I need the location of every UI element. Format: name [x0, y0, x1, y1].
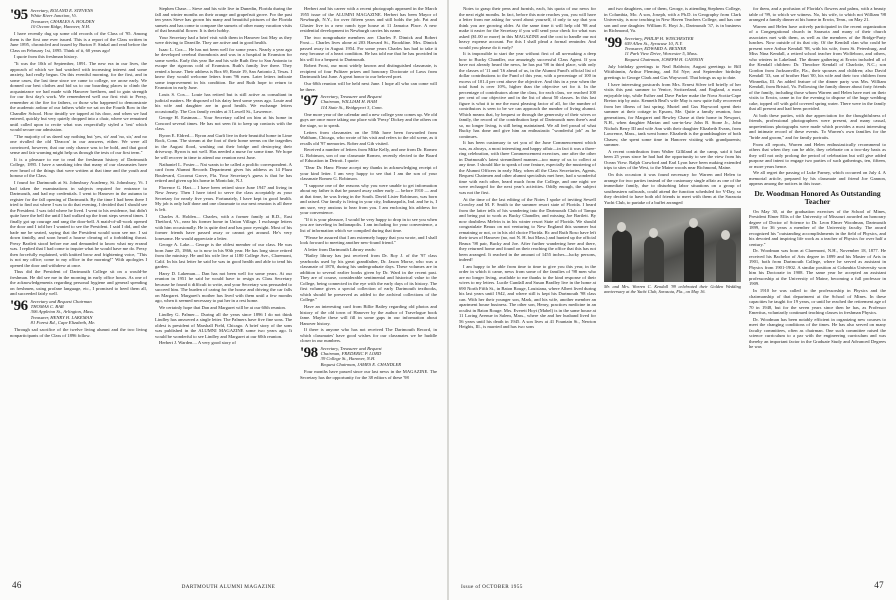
paragraph: Have an interesting card from Billie Bailey regarding old photos and history of the old town of Hanover by the author of Travelogue book fame. Maybe these will fill in some gaps in our information about Hanover history.	[300, 304, 437, 326]
left-col-3	[300, 6, 437, 566]
paragraph: We all regret the passing of Luke Farney, which occurred on July 4. A memorial article, prepared by his classmate and friend Joe Gannon, appears among the notices in this issue.	[749, 170, 886, 187]
paragraph: Nathaniel L. Foster.... Nat wants to be called a prolific correspondent. A card from Alumni Records Department gives his address as 14 Plaza Boulevard, Coconut Grove, Fla. Your Secretary's guess is that he has retired and given up his home in Montclair, N.J.	[155, 161, 292, 184]
paragraph: Harry D. Lakeman.... Dan has not been well for some years. At our reunion in 1951 he said he would have to resign as Class Secretary because he found it difficult to write, and your Secretary was persuaded to succeed him. The burden of caring for the house and driving the car falls on Margaret. Margaret's mother has lived with them until a few months ago, when it seemed necessary to put her in a rest home.	[155, 270, 292, 304]
class-heading-95	[10, 8, 147, 29]
paragraph: July birthday greetings to Neal Baldwin; August greetings to Bill Wittihinnin, Arthur Fleming, and Ed Nye; and September birthday greetings to George Clark and Gus Waywood. That brings us up to date.	[604, 63, 741, 80]
magazine-title: DARTMOUTH ALUMNI MAGAZINE	[181, 584, 276, 590]
class-year: '95	[10, 7, 28, 23]
class-year: '97	[300, 93, 318, 110]
face	[617, 222, 626, 232]
left-page-footer	[12, 582, 435, 590]
paragraph: Four months have passed since our last news in the MAGAZINE. The Secretary has the opportunity for the 38 editors of these '98	[300, 369, 437, 380]
class-heading-96	[10, 299, 147, 325]
paragraph: Charles A. Holden.... Charles, with a former family at R.D., East Thetford, Vt., near his former home in Union Village. I exchange letters with him occasionally. He is quite deaf and has poor eyesight. Most of his former friends have passed away or cannot get around. He's very lonesome. He would appreciate a letter.	[155, 213, 292, 241]
figure-woman	[644, 236, 664, 282]
paragraph: On this occasion it was found necessary for Warren and Helen to arrange for two parties instead of the customary single affair as one of the immediate family, due to disturbing labor situations on a group of southeastern railroads, could attend the function scheduled for V-Day, so they decided to have both old friends to meet with them at the Sarasota Yacht Club, to partake of a buffet arranged	[604, 172, 741, 205]
paragraph: for them, and a profusion of Florida's flowers and palms, with a beauty table of '99, to which we witness. No, his wife, to which not William '98 arranged a family dinner at his home in Erwin, Tenn., on May 21.	[749, 6, 886, 22]
class-officers: Secretary, ROLAND E. STEVENS White River Junction, Vt. Treasurer, CHARLES A. HOLDEN 10 Occom Ridge, Hanover, N.H.	[30, 8, 95, 29]
paragraph: "The majority of us dared say nothing but 'yes, sir' and 'no, sir,' and no one rivalled the old 'Deacon' in our answers, either. We were all convinced, however, that our only chance was to be bold, and that good sense and fair warning might help us through the tests of our first term."	[10, 133, 147, 156]
paragraph: and two daughters, one of them, George, is attending Stephens College, in Columbia, Mo. A son, Joseph, with a Ph.D. in Geography from Clark University, is now teaching in New Haven Teachers College, and has one son and one daughter. William E. Hoyt Jr., Dartmouth '37, is in business in Richmond, Va.	[604, 6, 741, 33]
paragraph: At both these parties, with due appreciation for the thoughtfulness of friends, professional photographers were present, and many casual, unpretentious photographs were made which provides a most interesting and intimate record of these events. To Warren's own families for the "bride and groom," and for family portraits.	[749, 112, 886, 140]
paragraph: Florence G. Hart.... I have been retired since June 1947 and living in New Jersey. Then I have tried to serve the class acceptably as your Secretary for nearly five years. Fortunately, I have kept in good health. My job is only half done and one classmate to our next reunion is all there is left.	[155, 184, 292, 212]
paragraph: The two nongraduate members are: Charles F. Dimick and Robert Frost.... Charles lives alone at 203 Harvard St., Brookline. Mrs. Dimick passed away in August 1954. For some years Charles has had to take it easy because of a heart condition. He has told me that he has provided in his will for a bequest to Dartmouth.	[300, 34, 437, 62]
paragraph: Your Secretary had a brief visit with them in Hanover last May as they were driving to Danville. They are active and in good health.	[155, 34, 292, 46]
anniversary-photo	[604, 208, 741, 282]
paragraph: Isaac L. Cox.... He has not been well for some years. Nearly a year ago he developed cerebral thrombosis and was in a hospital in Evanston for some weeks. Early this year Ike and his wife Ruth flew to San Antonio to escape the rigorous cold of Evanston. Ruth's family live there. They rented a house. Their address is Box 69, Route 19, San Antonio 2, Texas. I knew they would welcome letters from '96 men. Later letters indicate some improvement in his condition. Ike and Ruth hope to return to Evanston in early June.	[155, 46, 292, 91]
left-col-2	[155, 6, 292, 566]
paragraph: One more year of the calendar and a new college year comes up. We old guys are once more taking our place with 'Prexy' Dickey and the others on the stage, so to speak.	[300, 111, 437, 128]
paragraph: We certainly hope that Dan and Margaret will be at our 60th reunion.	[159, 305, 286, 311]
paragraph: I have recently dug up some old records of the Class of '95. Among them is the first one ever issued. This is a report of the Class written in June 1895, chronicled and issued by Burton F. Sinkal and read before the Class on February 1st, 1895. Think of it, 60 years ago!	[10, 31, 147, 53]
paragraph: A recent contribution from Walter Gilliland at the camp, said it had been 25 years since he had had the opportunity to see the view from his Ocean View. Ralph Crawford and Earl Lyon have been making extended trips to sites of the West, to the Maine woods near Richmond, Maine.	[604, 148, 741, 171]
face	[689, 218, 698, 228]
figure-man	[684, 226, 704, 282]
paragraph: Our 60th reunion will be held next June. I hope all who can come will be there.	[300, 81, 437, 92]
right-page	[449, 0, 896, 600]
paragraph: George A. Lake.... George is the oldest member of our class. He was born June 25, 1866, so is now in his 90th year. He has long since retired from the ministry. He and his wife live at 1180 College Ave., Claremont, Calif. In his last letter he said he was in good health and able to tend his garden.	[155, 242, 292, 270]
class-officers: Secretary, Treasurer and Bequest Chairman, WILLIAM H. HAM 114 State St., Bridgeport 3, Conn.	[320, 94, 383, 110]
paragraph: I am happy to be able from time to time to give you this year, in the order in which it came, news from some of the families of '98 men who are no longer living, available to me thanks to the kind response of their wives to my letters. Lucile Cundall and Susan Bradley live in the home at 690 North Fifth St., in Baton Rouge, Louisiana, where Albert lived during his last years until 1942, and where still is kept his Dartmouth '98 class can. With her their younger son, Mark, and his wife, another member an apartment house business. The other son, Henry, practices medicine in an oculist in Baton Rouge. Mrs. Everett Hoyt (Mabel) is in the same house at 11 Loring Avenue in Salem, Mass., where she and her husband lived for 56 years until his death in 1945. A son lives at 41 Fountain St., Newton Heights, Ill., is married and has two sons	[459, 263, 596, 330]
paragraph: "Please be assured that I am extremely happy that you wrote, and I shall look forward to meeting another new-found friend."	[300, 234, 437, 246]
class-year: '96	[10, 297, 28, 314]
left-page	[0, 0, 447, 600]
paragraph: At the time of the last editing of the Notes I spoke of inviting Sewell Crowley and M. F. Smith to the summer resort state of Florida. I heard from the latter tells of his wandering into the Dartmouth Club of Tampa and being put to work as Bucky Chandler, and missing Joe Bartlett. By now doubtless Melvin is in his winter resort State of Florida. We should congratulate Beaux on not venturing to New England this summer but remaining or not, or in his old choice Florida. Rc and Ruth Roso have left their town of Hanover (no, not N. H. but Mass.) and hunted up the official Beaux '98 pair, Bucky and Joe. After further wandering here and there, they returned home and found on their reaching the office that this has not been arranged. It reached in the amount of 1455 inches—lucky persons, indeed!	[459, 196, 596, 263]
paragraph: Herbert and his career with a recent photograph appeared in the March 1955 issue of the ALUMNI MAGAZINE. Herbert has been Mayor of Newburgh, N.Y., for over fifteen years and still holds the job. Pat and Gluster live in a new ranch type house at 11 Jamaica Place. A new residential development in Newburgh carries his name.	[300, 6, 437, 33]
paragraph: A letter from Dartmouth Library reads:	[304, 246, 376, 252]
figure-man	[612, 230, 632, 282]
paragraph: Stephen Chase.... Steve and his wife live in Dunedin, Florida during the fall and winter months on their orange and grapefruit grove. For the past ten years Steve has grown his many and beautiful pictures of the Florida sunsets and has come to compare the sunsets of other many vacation visits of that beautiful flower. It is their hobby.	[155, 6, 292, 33]
paragraph: It has been customary to set you of the June Commencement which was, as always, a most interesting and happy affair—in fact it was a three-ring celebration, with three Commencement exercises, one after the other in Dartmouth's latest streamlined manner—too many of us to collect at any time. I should like to speak of one feature, especially the mustering of the Alumni Officers in early May, when all the Class Secretaries, Agents, Bequest Chairmen and other alumni specialists met here, had a wonderful time with each other, heard much from the College, and one night we were recharged for the next year's activities. Oddly enough, the subject was not the first.	[459, 140, 596, 195]
paragraph: Byron E. Eldred.... Byron and Gurli live in their beautiful home in Lime Rock, Conn. The stream at the foot of their home seems on the tragedies in the August flood, washing out their bridge and destroying their driveway. Byron is not well. Has needed a nurse for some time. We hope he will recover in time to attend our reunion next June.	[155, 132, 292, 160]
paragraph: Herbert J. Warden.... A very good story of	[159, 340, 236, 346]
paragraph: From all reports, Warren and Helen enthusiastically recommend to others that when they can be able, they celebrate on a two-day basis as they will not only prolong the period of celebration but will give added purpose and intent to engage two parties of such gatherings, ten, fifteen, or more years hence.	[749, 141, 886, 169]
right-page-columns	[459, 6, 886, 566]
right-col-2	[604, 6, 741, 566]
photo-caption: Mr. and Mrs. Warren C. Kendall '99 celebrated their Golden Wedding anniversary at the Yacht Club, Sarasota, Fla., on May 16.	[604, 284, 741, 295]
paragraph: Robert Frost, our most widely known and distinguished classmate, is recipient of four Pulitzer prizes and honorary Doctorate of Laws from Dartmouth last June. A great honor to our beloved poet.	[300, 63, 437, 80]
paragraph: Warren and Helen have actively participated in the recent organization of a Congregational church in Sarasota and many of their church associates met with them, as well as the members of the Bridge-Party lunches. Now outside of its that city. Of the Kendall clan who could be present were Arthur Kendall '98, with his wife, from St. Petersburg, and Miss Nina Kendall, a retired school teacher from Wolfeboro, and others, who winters in Lakeland. The dinner gathering at Erwin included all of the Kendall children: Dr. Theodore Kendall of Charlotte, N.C.; son Gordon from Jacksonville, Fla., their spouses and children; also David Kendall '33, son of brother Hart '00, his wife and their two children from Winnetka, Ill. An added feature of the dinner party was Mrs. William Kendall, from Bristol, Va. Following the family dinner about forty friends of the family, including those whom Warren and Helen have met on their visits to Erwin, came in for the evening to dispose of the huge wedding cake, topped off with gold covered spring water. There were in the family that all present and had been provided.	[749, 23, 886, 112]
paragraph: Louis S. Cox.... Louie has retired but is still active as consultant in judicial matters. He disposed of his dairy herd some years ago. Louie and his wife and daughter are in good health. We exchange letters occasionally. The Cox family resides at 3 Lowell St., Lawrence.	[155, 92, 292, 114]
face	[721, 230, 730, 240]
paragraph: "Dear Dr. Ham: Please accept my thanks in acknowledging receipt of your kind letter. I am very happy to see that I am the son of your classmate Romeo G. Robinson.	[300, 165, 437, 182]
class-heading-98	[300, 346, 437, 367]
class-heading-97	[300, 94, 437, 110]
paragraph: I found for Dartmouth at St. Johnsbury Academy, St. Johnsbury, Vt. I had taken the examinations in subjects required for entrance to Dartmouth, and had my credentials. I went to Hanover in the autumn to register for the fall opening of Dartmouth. By the time I had been there I tried to find out where I was to do that evening. I decided that I should see the President. I was told where he lived. I went to his residence, but didn't quite have the bell the until I had walked up the front steps several times. I finally got up courage and rang the door-bell. A maid-of-all-work opened the door and I told her I wanted to see the President. I said I did, and she bade me be seated, saying that the President would soon see me. I sat down timidly, and soon heard a hoarse clearing of a forbidding throat. Prexy Bartlett stood before me and demanded to know what my errand was. I replied that I had come to inquire what he would have me do. Prexy then forcefully explained, with knitted brow and frightening voice, "This is not my office; come to my office in the morning!" With apologies I opened the door and withdrew at once.	[10, 180, 147, 268]
left-col-1	[10, 6, 147, 566]
paragraph: It is impossible to start the year without first of all un-making a deep bow to Bucky Chandler, our amazingly successful Class Agent. If you have not already heard the news, he has put '98 in third place, with only the classes of '11 and '16 ahead of us, in the Alumni Fund's official list of dollar contributions to the Fund of this year, with a percentage of 100 in excess of 101.4 per cent above the objective. And this in a year when the total fund is over 10%, higher than the objective set for it. In the percentage of contributors alone the class, for each class, we reached 100 per cent of our objective and in the list of about 50 classes. In this last figure is what it to me the most pleasing factor of all, for the number of contributors is seen to be we can approach the number of living alumni. Which means that, by bequest or through the generosity of their wives or family, the record of the contribution kept of Dartmouth men there's and so, no longer living, is still being maintained. We all feel proud of what Bucky has done and give him an enthusiastic "wonderful job" as he continues.	[459, 51, 596, 139]
paragraph: Dr. Woodman was born at Claremont, N.H., November 18, 1877. He received his Bachelor of Arts degree in 1899 and his Master of Arts in 1901, both from Dartmouth College, where he served as assistant in Physics from 1901-1902. A similar position at Columbia University won him his Doctorate in 1908. The same year he accepted an assistant professorship at the University of Maine, becoming a full professor in 1909.	[749, 248, 886, 287]
paragraph: Received a number of letters from Mike Kelly, and one from Dr. Romeo G. Robinson, son of our classmate Romeo, recently elected to the Board of Education in Detroit. I quote:	[300, 147, 437, 164]
paragraph: "Bailey library has just received from Dr. Roy J. of the '97 class yearbooks used by his great grandfather, Dr. Jason Morse, who was a classmate of 1870, during his undergraduate days. These volumes are in addition to several earlier books given by Dr. Ward in the recent past. They are of course, considerable sentimental and historical value to the College, being connected in the eye with the early days of its history. The first volume gives a special collection of early Dartmouth textbooks, which should be preserved as added to the archival collections of the College."	[300, 253, 437, 303]
right-col-3	[749, 6, 886, 566]
paragraph: Lindley G. Palmer.... During all the years since 1896 I do not think Lindley has answered a single letter. The Palmers have five fine sons. The oldest is president of Marshall Field, Chicago. A brief story of the sons was published in the ALUMNI MAGAZINE some two years ago. It would be wonderful to see Lindley and Margaret at our 60th reunion.	[155, 311, 292, 339]
paragraph: Notes to grasp their pens and furnish, each, his quota of our news for the next eight months. In fact, before this note reaches you, you will have a letter from me asking for word about yourself, if only to say that you think you are growing older. At the same time it will help old '98 and make it easier for the Secretary if you will send your check for what was asked ($1.00 or more) in this MAGAZINE and the cost to handle our not heavy expense account. For this I shall plead a formal reminder. And would you please do it early?	[459, 6, 596, 50]
paragraph: In 1910 he was called to the professorship in Physics and the chairmanship of that department at the School of Mines. In these capacities he taught for 19 years, or until he reached the retirement age of 70 in 1948, but for the seven years since then he has, as Professor Emeritus, voluntarily continued teaching classes in freshman Physics.	[749, 288, 886, 316]
class-officers: Secretary and Bequest Chairman THOMAS C. BAR 306 Appleton St., Arlington, Mass. Treasurer, HENRY H. LAKEMAN 81 Forest Rd., Cape Elizabeth, Me.	[30, 298, 96, 325]
article-subhead: Dr. Woodman Honored As Outstanding Teacher	[754, 188, 881, 207]
paragraph: On May 30, at the graduation exercises of the School of Mines, President Elmer Ellis of the University of Missouri awarded an honorary degree of Doctor of Science to Dr. Leon Elmer Woodman, Dartmouth 1899, for 36 years a member of the University faculty. The award recognized his "outstanding accomplishments in the field of Physics, and his devoted and inspiring life work as a teacher of Physics for over half a century."	[749, 208, 886, 247]
class-officers: Secretary, Treasurer and Bequest Chairman, FREDERIC P. LORD 39 College St., Hanover, N.H. Bequest Chairman, JAMES E. CHANDLER	[320, 345, 402, 367]
face	[649, 228, 658, 238]
paragraph: George H. Eastman.... Your Secretary called on him at his home in Concord several times. He has not seen fit to keep up contacts with the class.	[155, 115, 292, 132]
paragraph: Thus did the President of Dartmouth College sit on a would-be freshman. He did see me in the morning in early office hours. As one of the acknowledgements regarding personal hygiene and general spending on freshmen, using profane language, etc., I promised to heed them all, and succeeded fairly well.	[10, 269, 147, 297]
class-officers: Secretary, PHILIP H. WINCHESTER 659 Allen St., Syracuse 10, N.Y. Treasurer, EDWARD A. BEXNER 11 Park View Drive, Worcester 5, Mass. Bequest Chairman, JOSEPH H. GANNON	[624, 35, 704, 62]
left-page-columns	[10, 6, 437, 566]
right-page-footer	[461, 582, 884, 590]
paragraph: "It was the 10th of September, 1891. The new era in our lives, the approach of which we had watched with increasing interest and some anxiety, had really begun. On this eventful morning, for the first, and in some cases, the last time since we came to college, we arose early. We donned our best clothes and bid us to our boarding places to climb the acquaintance we had made with Hanover brethren, and to gain strength for our first day's work. We remembered well our first visit to Prexy, remember at the fire for fathers, or those who happened to demonstrate the academic ardour of our fathers while we sat on the Fourth Row in the Chandler School. How timidly we tapped at his door, and when we had entered, quickly but very quietly dropped into a chair, where we remained until called upon to recite what was respectfully styled a 'test' which would secure our admission.	[10, 61, 147, 133]
paragraph: It is a pleasure to me to read the freshman history of Dartmouth College, 1895. I have a sneaking idea that many of our classmates have ever heard of the things that were written at that time and the youth and honour of the Class.	[10, 156, 147, 179]
page-number: 46	[12, 580, 22, 590]
paragraph: "I suppose one of the reasons why you were unable to get information about my father is that he passed away rather early — before 1910 — and at that time, he was living in the South. David Lister Robinson, was born and raised. Our family is living in your city, Indianapolis, Ind. and he is, I am sure, very anxious to hear from you. I am enclosing his address for your convenience.	[300, 182, 437, 216]
right-col-1	[459, 6, 596, 566]
paragraph: Dr. Woodman has been notably efficient in organizing new courses to meet the changing conditions of the times. He has also served on many faculty committees, often as chairman. One such committee raised the science curriculum to a par with the engineering curriculum and was thereby an important factor in the Graduate Study and Advanced Degrees he was	[749, 316, 886, 350]
issue-date: Issue of OCTOBER 1955	[461, 584, 523, 590]
paragraph: Letters from classmates on the 58th have been forwarded from Waltham, Chicago, who wrote of his visit and refers to the old scene, as it recalls old '97 memories. Rober and Gib visited.	[300, 129, 437, 146]
page-number: 47	[874, 580, 884, 590]
paragraph: Through sad sacrifice of the twelve living alumni and the two living nonparticipants of the Class of 1896 follow.	[10, 327, 147, 338]
paragraph: "If it is your pleasure, I would be very happy to drop in to see you when you are traveling in Indianapolis. I am including for your convenience, a list of information which we compiled during that time.	[300, 216, 437, 233]
paragraph: I quote from this freshman history.	[14, 54, 78, 60]
class-year: '99	[604, 34, 622, 51]
paragraph: If there is anyone who has not received The Dartmouth Record, in which classmates' have good wishes for our classmates we be huddle closer in our numbers.	[300, 327, 437, 344]
class-year: '98	[300, 344, 318, 361]
figure-woman	[716, 238, 736, 282]
class-heading-99	[604, 36, 741, 62]
paragraph: I have interesting postcards from Mrs. Ernest Silver tell briefly of her visits this past summer to Venice, Switzerland, and England, a most enjoyable trip, while Esther and Dave Parker make the Nova Scotia-Cape Breton trip by auto. Kenneth Beal's wife May is now quite fully recovered from her illness of last spring. Muriel and Gus Haywood spent their summer at their cottage in Epsom, Me. Quite a family reunion, four generations, for Margaret and Bewley Chase at their home in Newport, N.H., when daughter Marian and son-in-law John B. Stone Jr., John Nichols Berry III and wife Ann with their daughter Elizabeth Evans, from Lawrence, Mass., tank went home. Elizabeth is the granddaughter of both Chases; she spent some time in Hanover visiting with grandparents; summer.	[604, 81, 741, 148]
